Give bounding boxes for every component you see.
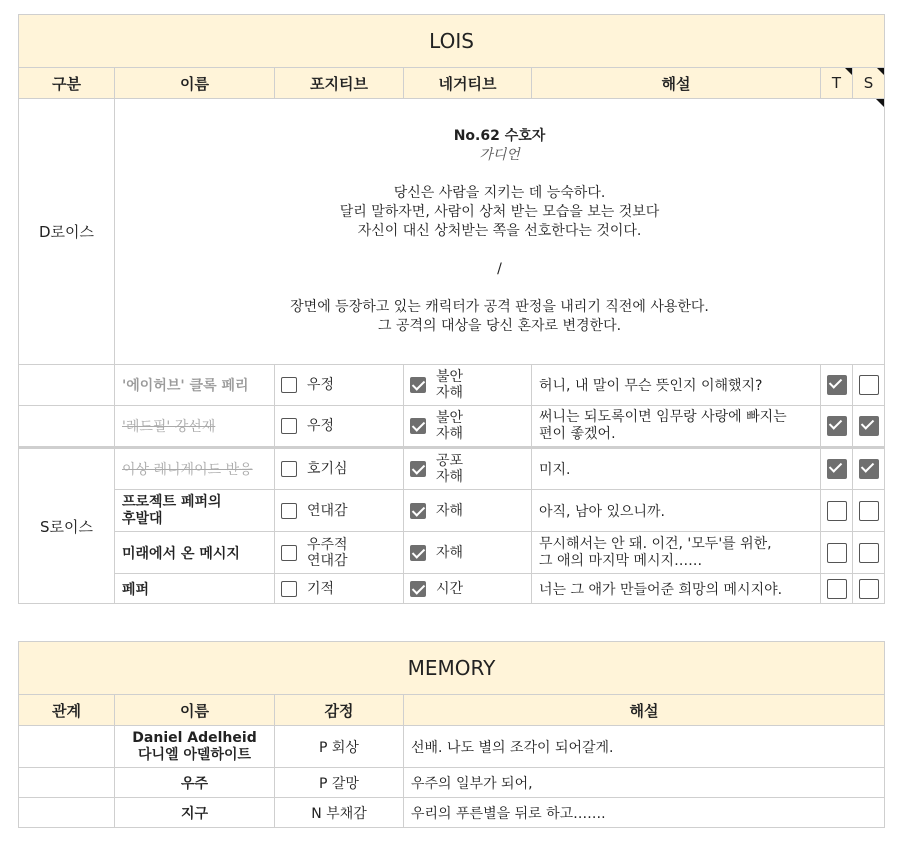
lois-name: 미래에서 온 메시지 (115, 532, 275, 574)
t-checkbox[interactable] (827, 501, 847, 521)
negative-checkbox[interactable] (410, 461, 426, 477)
memory-emotion: P 갈망 (275, 768, 404, 798)
empty-relation (19, 726, 115, 768)
header-positive: 포지티브 (275, 68, 404, 99)
negative-cell: 자해 (404, 532, 532, 574)
comment-cell: 무시해서는 안 돼. 이건, '모두'를 위한, 그 애의 마지막 메시지…… (532, 532, 821, 574)
negative-cell: 자해 (404, 490, 532, 532)
empty-relation (19, 768, 115, 798)
t-cell (821, 532, 853, 574)
header-commentary: 해설 (404, 695, 885, 726)
header-s: S (853, 68, 885, 99)
t-checkbox[interactable] (827, 543, 847, 563)
positive-cell: 우정 (275, 365, 404, 406)
d-lois-label: D로이스 (19, 99, 115, 365)
memory-name: 지구 (115, 798, 275, 828)
lois-name: '레드필' 강선재 (115, 406, 275, 448)
card-line-1: 당신은 사람을 지키는 데 능숙하다. (393, 185, 606, 201)
empty-category (19, 406, 115, 448)
negative-cell: 시간 (404, 574, 532, 604)
s-checkbox[interactable] (859, 375, 879, 395)
comment-cell: 너는 그 애가 만들어준 희망의 메시지야. (532, 574, 821, 604)
memory-name: Daniel Adelheid 다니엘 아델하이트 (115, 726, 275, 768)
s-checkbox[interactable] (859, 416, 879, 436)
header-negative: 네거티브 (404, 68, 532, 99)
lois-name: 프로젝트 페퍼의 후발대 (115, 490, 275, 532)
lois-name: '에이허브' 클록 페리 (115, 365, 275, 406)
card-line-2: 달리 말하자면, 사람이 상처 받는 모습을 보는 것보다 (339, 204, 660, 220)
header-category: 구분 (19, 68, 115, 99)
negative-checkbox[interactable] (410, 418, 426, 434)
comment-cell: 아직, 남아 있으니까. (532, 490, 821, 532)
memory-emotion: N 부채감 (275, 798, 404, 828)
lois-name: 이상 레니게이드 반응 (115, 448, 275, 490)
t-cell (821, 448, 853, 490)
negative-checkbox[interactable] (410, 545, 426, 561)
comment-cell: 허니, 내 말이 무슨 뜻인지 이해했지? (532, 365, 821, 406)
positive-checkbox[interactable] (281, 377, 297, 393)
s-checkbox[interactable] (859, 543, 879, 563)
comment-cell: 써니는 되도록이면 임무랑 사랑에 빠지는 편이 좋겠어. (532, 406, 821, 448)
memory-title: MEMORY (19, 642, 885, 695)
t-checkbox[interactable] (827, 459, 847, 479)
positive-checkbox[interactable] (281, 503, 297, 519)
positive-checkbox[interactable] (281, 461, 297, 477)
s-cell (853, 448, 885, 490)
header-name: 이름 (115, 68, 275, 99)
s-checkbox[interactable] (859, 459, 879, 479)
corner-marker (876, 99, 884, 107)
positive-cell: 우정 (275, 406, 404, 448)
memory-comment: 선배. 나도 별의 조각이 되어갈게. (404, 726, 885, 768)
t-cell (821, 406, 853, 448)
lois-name: 페퍼 (115, 574, 275, 604)
t-checkbox[interactable] (827, 416, 847, 436)
memory-comment: 우주의 일부가 되어, (404, 768, 885, 798)
t-cell (821, 365, 853, 406)
t-cell (821, 574, 853, 604)
card-divider: / (497, 261, 502, 277)
header-relation: 관계 (19, 695, 115, 726)
s-cell (853, 532, 885, 574)
memory-comment: 우리의 푸른별을 뒤로 하고……. (404, 798, 885, 828)
positive-cell: 연대감 (275, 490, 404, 532)
negative-checkbox[interactable] (410, 503, 426, 519)
positive-checkbox[interactable] (281, 581, 297, 597)
header-commentary: 해설 (532, 68, 821, 99)
empty-relation (19, 798, 115, 828)
card-line-3: 자신이 대신 상처받는 쪽을 선호한다는 것이다. (357, 223, 642, 239)
positive-cell: 기적 (275, 574, 404, 604)
t-checkbox[interactable] (827, 375, 847, 395)
s-cell (853, 365, 885, 406)
s-checkbox[interactable] (859, 579, 879, 599)
lois-table (18, 14, 885, 604)
memory-name: 우주 (115, 768, 275, 798)
positive-checkbox[interactable] (281, 418, 297, 434)
positive-cell: 호기심 (275, 448, 404, 490)
empty-category (19, 365, 115, 406)
t-checkbox[interactable] (827, 579, 847, 599)
header-t: T (821, 68, 853, 99)
negative-checkbox[interactable] (410, 377, 426, 393)
negative-cell: 불안 자해 (404, 406, 532, 448)
card-subtitle: 가디언 (479, 147, 520, 163)
negative-cell: 공포 자해 (404, 448, 532, 490)
t-cell (821, 490, 853, 532)
s-cell (853, 490, 885, 532)
card-number-title: No.62 수호자 (453, 128, 546, 144)
negative-cell: 불안 자해 (404, 365, 532, 406)
d-lois-card (115, 99, 885, 365)
positive-cell: 우주적 연대감 (275, 532, 404, 574)
s-cell (853, 574, 885, 604)
positive-checkbox[interactable] (281, 545, 297, 561)
memory-table (18, 641, 885, 828)
negative-checkbox[interactable] (410, 581, 426, 597)
comment-cell: 미지. (532, 448, 821, 490)
card-line-5: 그 공격의 대상을 당신 혼자로 변경한다. (377, 318, 622, 334)
s-lois-label: S로이스 (19, 448, 115, 604)
memory-emotion: P 회상 (275, 726, 404, 768)
card-line-4: 장면에 등장하고 있는 캐릭터가 공격 판정을 내리기 직전에 사용한다. (290, 299, 709, 315)
lois-title: LOIS (19, 15, 885, 68)
s-checkbox[interactable] (859, 501, 879, 521)
header-emotion: 감정 (275, 695, 404, 726)
header-name: 이름 (115, 695, 275, 726)
s-cell (853, 406, 885, 448)
